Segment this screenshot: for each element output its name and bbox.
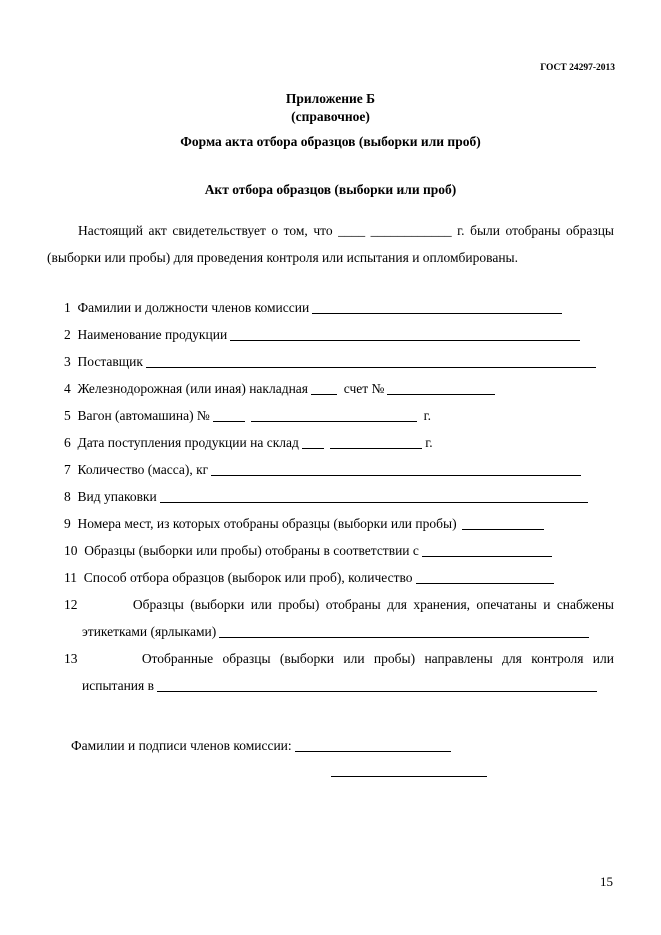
item-number: 8 (64, 489, 71, 504)
fill-line[interactable] (387, 393, 495, 395)
fill-line[interactable] (213, 420, 245, 422)
item-label-cont: испытания в (82, 678, 154, 693)
appendix-title: Приложение Б (285, 91, 376, 106)
fill-line[interactable] (462, 528, 544, 530)
act-intro: Настоящий акт свидетельствует о том, что ____ ____________ г. были отобраны образцы (выборки или пробы) для проведения контроля или испытания и опломбированы. (47, 223, 614, 265)
item-13 (64, 651, 614, 667)
item-label: Количество (масса), кг (77, 462, 209, 477)
fill-line[interactable] (211, 474, 581, 476)
item-label-cont: этикетками (ярлыками) (82, 624, 217, 639)
item-label: Вид упаковки (77, 489, 157, 504)
item-9 (64, 516, 544, 532)
item-4 (64, 381, 495, 397)
item-label: Вагон (автомашина) № (77, 408, 210, 423)
item-label: Наименование продукции (77, 327, 228, 342)
item-number: 2 (64, 327, 71, 342)
item-label: Отобранные образцы (выборки или пробы) направлены для контроля или (141, 651, 614, 666)
fill-line[interactable] (219, 636, 589, 638)
item-label: Поставщик (77, 354, 143, 369)
item-suffix: г. (425, 435, 433, 450)
fill-line[interactable] (251, 420, 417, 422)
fill-line[interactable] (422, 555, 552, 557)
fill-line[interactable] (416, 582, 554, 584)
item-label: Образцы (выборки или пробы) отобраны для хранения, опечатаны и снабжены (132, 597, 614, 612)
item-3 (64, 354, 596, 370)
act-title: Акт отбора образцов (выборки или проб) (204, 182, 457, 197)
item-number: 11 (64, 570, 77, 585)
fill-line[interactable] (312, 312, 562, 314)
item-number: 12 (64, 597, 78, 612)
item-label: Дата поступления продукции на склад (77, 435, 299, 450)
item-6 (64, 435, 433, 451)
item-label: Железнодорожная (или иная) накладная (77, 381, 309, 396)
signatures (71, 738, 451, 754)
item-number: 5 (64, 408, 71, 423)
item-number: 10 (64, 543, 78, 558)
item-number: 1 (64, 300, 71, 315)
item-5 (64, 408, 431, 424)
item-number: 4 (64, 381, 71, 396)
fill-line[interactable] (157, 690, 597, 692)
item-label: Номера мест, из которых отобраны образцы (выборки или пробы) (77, 516, 457, 531)
fill-line[interactable] (160, 501, 588, 503)
standard-code: ГОСТ 24297-2013 (540, 63, 615, 73)
page-number: 15 (600, 874, 613, 889)
form-title: Форма акта отбора образцов (выборки или проб) (180, 134, 481, 149)
fill-line[interactable] (230, 339, 580, 341)
item-label: Фамилии и должности членов комиссии (77, 300, 310, 315)
fill-line[interactable] (311, 393, 337, 395)
item-13-cont (82, 678, 597, 694)
item-8 (64, 489, 588, 505)
signature-line[interactable] (295, 750, 451, 752)
item-number: 13 (64, 651, 78, 666)
item-11 (64, 570, 554, 586)
item-12-cont (82, 624, 589, 640)
item-7 (64, 462, 581, 478)
signatures-label: Фамилии и подписи членов комиссии: (71, 738, 292, 753)
item-number: 7 (64, 462, 71, 477)
item-1 (64, 300, 562, 316)
fill-line[interactable] (302, 447, 324, 449)
item-number: 6 (64, 435, 71, 450)
item-2 (64, 327, 580, 343)
item-number: 3 (64, 354, 71, 369)
item-10 (64, 543, 552, 559)
item-suffix: г. (423, 408, 431, 423)
appendix-note: (справочное) (291, 109, 370, 124)
signature-line[interactable] (331, 776, 487, 777)
item-number: 9 (64, 516, 71, 531)
fill-line[interactable] (330, 447, 422, 449)
item-label: Способ отбора образцов (выборок или проб), количество (83, 570, 413, 585)
item-label-mid: счет № (343, 381, 385, 396)
fill-line[interactable] (146, 366, 596, 368)
item-12 (64, 597, 614, 613)
item-label: Образцы (выборки или пробы) отобраны в соответствии с (84, 543, 419, 558)
